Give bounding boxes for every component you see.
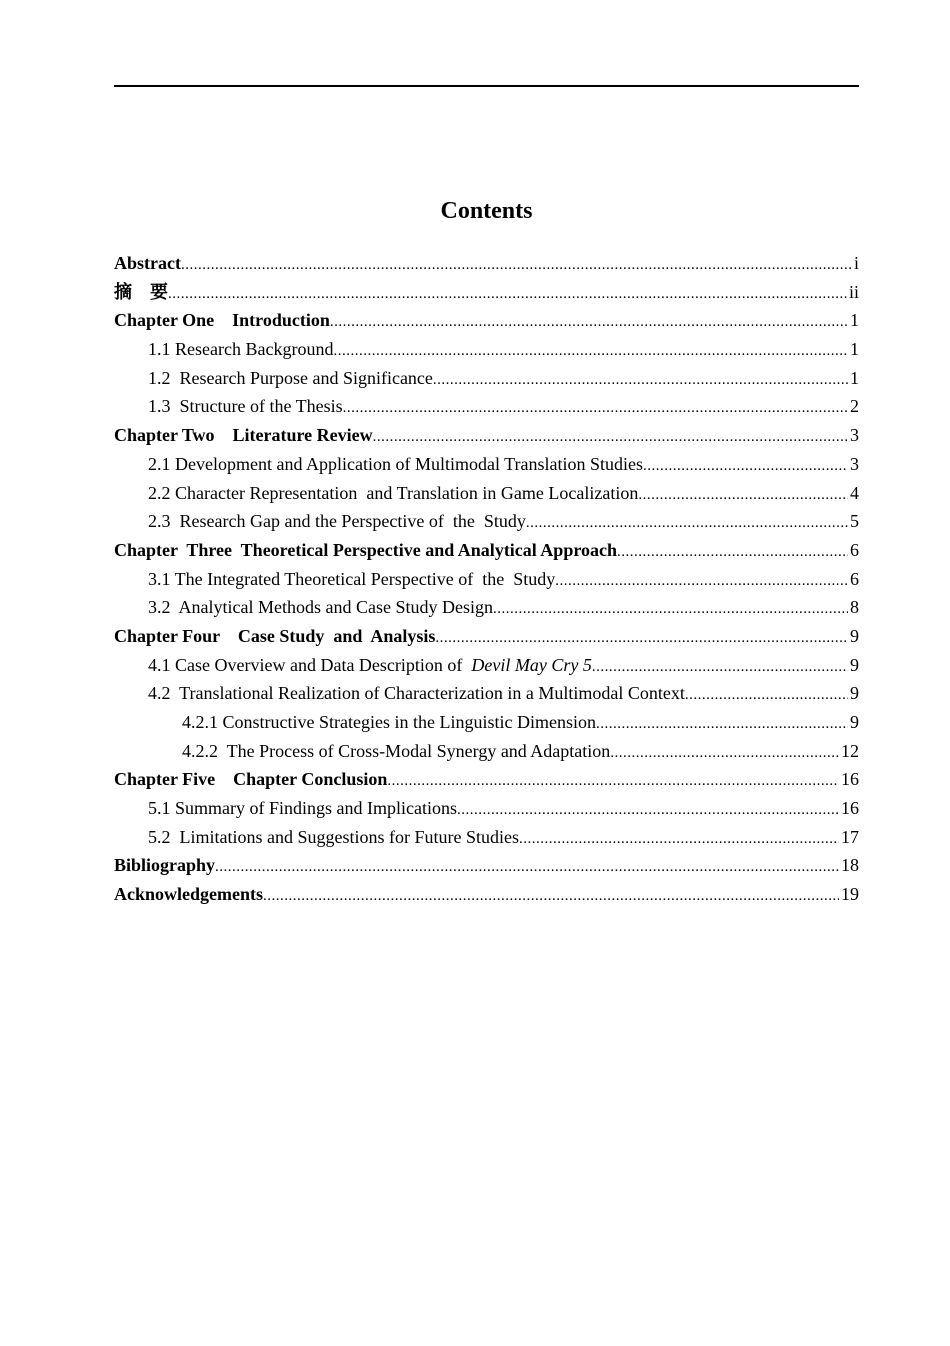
toc-entry-title: Chapter Three Theoretical Perspective and Analytical Approach xyxy=(114,539,617,560)
toc-entry-page: 19 xyxy=(841,884,859,905)
toc-entry-5-2[interactable] xyxy=(114,823,859,852)
toc-entry-title: 4.2.2 The Process of Cross-Modal Synergy and Adaptation xyxy=(182,740,611,761)
toc-entry-5-1[interactable] xyxy=(114,794,859,823)
dot-leader xyxy=(457,796,839,825)
toc-entry-3-2[interactable] xyxy=(114,593,859,622)
toc-entry-chapter-two[interactable] xyxy=(114,421,859,450)
dot-leader xyxy=(168,280,847,309)
dot-leader xyxy=(526,509,848,538)
header-rule xyxy=(114,85,859,87)
dot-leader xyxy=(263,882,839,911)
toc-entry-title: Bibliography xyxy=(114,855,216,876)
toc-entry-page: i xyxy=(853,253,859,273)
dot-leader xyxy=(215,853,839,882)
toc-entry-page: 1 xyxy=(850,339,859,360)
toc-entry-title-prefix: 4.1 Case Overview and Data Description of xyxy=(148,654,472,675)
toc-entry-4-2-2[interactable] xyxy=(114,737,859,766)
toc-entry-chapter-one[interactable] xyxy=(114,306,859,335)
dot-leader xyxy=(555,567,848,596)
toc-entry-page: 6 xyxy=(850,568,859,589)
toc-entry-title: 2.1 Development and Application of Multimodal Translation Studies xyxy=(148,453,643,474)
page-title: Contents xyxy=(440,198,533,225)
toc-entry-title: Chapter One Introduction xyxy=(114,310,330,331)
toc-entry-title: Acknowledgements xyxy=(114,884,263,905)
toc-entry-page: 5 xyxy=(850,511,859,532)
toc-entry-page: 16 xyxy=(841,769,859,790)
toc-entry-title: Chapter Five Chapter Conclusion xyxy=(114,769,388,790)
dot-leader xyxy=(617,538,848,567)
dot-leader xyxy=(610,739,839,768)
dot-leader xyxy=(330,308,848,337)
toc-entry-1-2[interactable] xyxy=(114,364,859,393)
dot-leader xyxy=(643,452,848,481)
toc-entry-chapter-four[interactable] xyxy=(114,622,859,651)
dot-leader xyxy=(435,624,848,653)
toc-entry-acknowledgements[interactable] xyxy=(114,880,859,909)
toc-entry-bibliography[interactable] xyxy=(114,851,859,880)
toc-entry-4-1[interactable] xyxy=(114,651,859,680)
toc-entry-page: 1 xyxy=(850,367,859,388)
dot-leader xyxy=(333,337,848,366)
toc-entry-2-2[interactable] xyxy=(114,479,859,508)
toc-entry-4-2[interactable] xyxy=(114,679,859,708)
toc-entry-title: 摘 要 xyxy=(114,281,168,302)
toc-entry-4-2-1[interactable] xyxy=(114,708,859,737)
toc-entry-page: 4 xyxy=(850,482,859,503)
toc-entry-zhaiyao[interactable] xyxy=(114,278,859,307)
toc-entry-title xyxy=(148,651,592,680)
toc-entry-page: ii xyxy=(848,281,859,302)
toc-entry-title: 4.2.1 Constructive Strategies in the Linguistic Dimension xyxy=(182,712,596,732)
toc-entry-page: 9 xyxy=(850,654,859,675)
toc-entry-page: 1 xyxy=(850,310,859,331)
toc-entry-page: 9 xyxy=(850,625,859,646)
toc-entry-title: 1.2 Research Purpose and Significance xyxy=(148,367,433,388)
toc-entry-page: 8 xyxy=(850,597,859,618)
toc-entry-title: 3.2 Analytical Methods and Case Study Design xyxy=(148,597,493,618)
toc-entry-2-3[interactable] xyxy=(114,507,859,536)
toc-entry-chapter-five[interactable] xyxy=(114,765,859,794)
toc-entry-3-1[interactable] xyxy=(114,565,859,594)
dot-leader xyxy=(387,767,839,796)
toc-entry-title: 2.3 Research Gap and the Perspective of the Study xyxy=(148,511,526,532)
toc-entry-page: 17 xyxy=(841,826,859,847)
toc-entry-page: 3 xyxy=(850,453,859,474)
dot-leader xyxy=(685,681,848,710)
toc-entry-page: 2 xyxy=(850,396,859,417)
toc-entry-page: 6 xyxy=(850,539,859,560)
toc-entry-abstract[interactable] xyxy=(114,249,859,278)
dot-leader xyxy=(493,595,848,624)
toc-entry-title: 4.2 Translational Realization of Characterization in a Multimodal Context xyxy=(148,683,685,704)
toc-entry-2-1[interactable] xyxy=(114,450,859,479)
toc-entry-title: 2.2 Character Representation and Translation in Game Localization xyxy=(148,482,639,503)
toc-entry-page: 9 xyxy=(850,683,859,704)
toc-entry-title: 3.1 The Integrated Theoretical Perspective of the Study xyxy=(148,568,556,589)
toc-entry-title: 5.2 Limitations and Suggestions for Future Studies xyxy=(148,826,519,847)
dot-leader xyxy=(638,481,848,510)
dot-leader xyxy=(596,710,848,739)
dot-leader xyxy=(181,251,852,280)
dot-leader xyxy=(373,423,848,452)
toc-entry-title: Chapter Four Case Study and Analysis xyxy=(114,625,436,646)
toc-entry-title: Chapter Two Literature Review xyxy=(114,425,373,446)
toc-entry-page: 18 xyxy=(841,855,859,876)
toc-entry-title: 1.1 Research Background xyxy=(148,339,334,360)
toc-entry-chapter-three[interactable] xyxy=(114,536,859,565)
toc-entry-title: Abstract xyxy=(114,253,181,273)
dot-leader xyxy=(343,394,848,423)
game-title: Devil May Cry 5 xyxy=(471,654,592,675)
dot-leader xyxy=(433,366,848,395)
toc-entry-title: 1.3 Structure of the Thesis xyxy=(148,396,343,417)
toc-entry-page: 16 xyxy=(841,798,859,819)
toc-entry-title: 5.1 Summary of Findings and Implications xyxy=(148,798,457,819)
toc-entry-1-1[interactable] xyxy=(114,335,859,364)
table-of-contents xyxy=(114,249,859,909)
dot-leader xyxy=(592,653,848,682)
dot-leader xyxy=(519,825,839,854)
toc-entry-page: 3 xyxy=(850,425,859,446)
toc-entry-page: 12 xyxy=(841,740,859,761)
toc-entry-1-3[interactable] xyxy=(114,392,859,421)
toc-entry-page: 9 xyxy=(850,712,859,732)
